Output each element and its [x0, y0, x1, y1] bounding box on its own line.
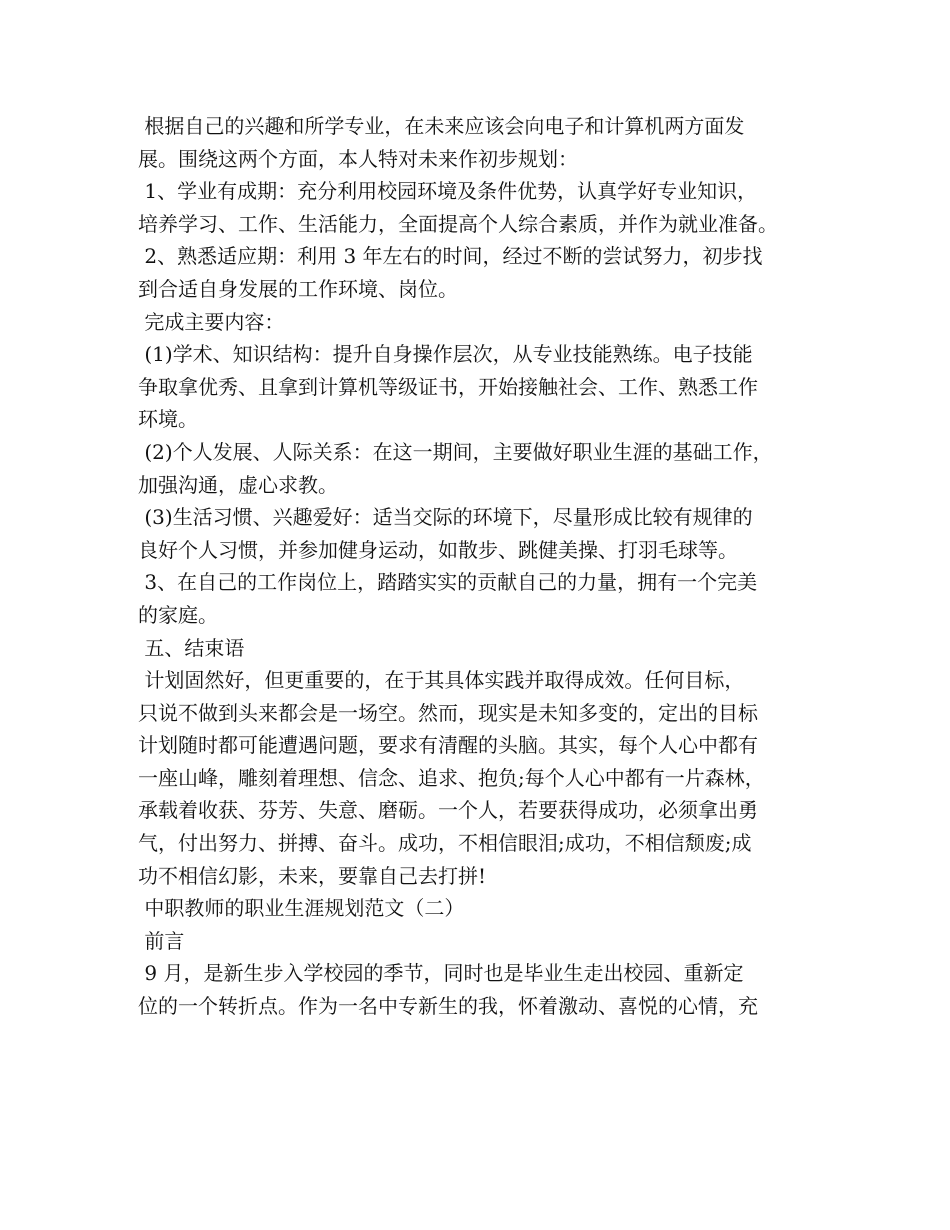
- text-line: 良好个人习惯，并参加健身运动，如散步、跳健美操、打羽毛球等。: [138, 537, 738, 562]
- text-line: 完成主要内容：: [138, 309, 285, 334]
- text-line: 1、学业有成期：充分利用校园环境及条件优势，认真学好专业知识，: [138, 179, 758, 204]
- text-line: 计划固然好，但更重要的，在于其具体实践并取得成效。任何目标，: [138, 668, 745, 693]
- text-line: 培养学习、工作、生活能力，全面提高个人综合素质，并作为就业准备。: [138, 211, 778, 236]
- text-line: 争取拿优秀、且拿到计算机等级证书，开始接触社会、工作、熟悉工作: [138, 374, 758, 399]
- text-line: 环境。: [138, 407, 198, 432]
- article-title: 中职教师的职业生涯规划范文（二）: [138, 896, 465, 921]
- text-line: 承载着收获、芬芳、失意、磨砺。一个人，若要获得成功，必须拿出勇: [138, 798, 758, 823]
- text-line: 只说不做到头来都会是一场空。然而，现实是未知多变的，定出的目标: [138, 700, 758, 725]
- text-line: 9 月，是新生步入学校园的季节，同时也是毕业生走出校园、重新定: [138, 961, 744, 986]
- text-line: (1)学术、知识结构：提升自身操作层次，从专业技能熟练。电子技能: [138, 342, 753, 367]
- text-line: 2、熟悉适应期：利用 3 年左右的时间，经过不断的尝试努力，初步找: [138, 244, 763, 269]
- text-line: 计划随时都可能遭遇问题，要求有清醒的头脑。其实，每个人心中都有: [138, 733, 758, 758]
- document-body: [138, 110, 828, 1023]
- text-line: 到合适自身发展的工作环境、岗位。: [138, 276, 458, 301]
- section-heading: 前言: [138, 928, 185, 953]
- text-line: 加强沟通，虚心求教。: [138, 472, 338, 497]
- text-line: 气，付出努力、拼搏、奋斗。成功，不相信眼泪;成功，不相信颓废;成: [138, 831, 752, 856]
- text-line: 位的一个转折点。作为一名中专新生的我，怀着激动、喜悦的心情，充: [138, 994, 758, 1019]
- text-line: 功不相信幻影，未来，要靠自己去打拼!: [138, 863, 487, 888]
- text-line: 展。围绕这两个方面，本人特对未来作初步规划：: [138, 146, 578, 171]
- section-heading: 五、结束语: [138, 635, 245, 660]
- text-line: (3)生活习惯、兴趣爱好：适当交际的环境下，尽量形成比较有规律的: [138, 505, 753, 530]
- text-line: (2)个人发展、人际关系：在这一期间，主要做好职业生涯的基础工作，: [138, 439, 773, 464]
- text-line: 3、在自己的工作岗位上，踏踏实实的贡献自己的力量，拥有一个完美: [138, 570, 758, 595]
- text-line: 的家庭。: [138, 602, 218, 627]
- text-line: 根据自己的兴趣和所学专业，在未来应该会向电子和计算机两方面发: [138, 114, 745, 138]
- text-line: 一座山峰，雕刻着理想、信念、追求、抱负;每个人心中都有一片森林，: [138, 765, 765, 790]
